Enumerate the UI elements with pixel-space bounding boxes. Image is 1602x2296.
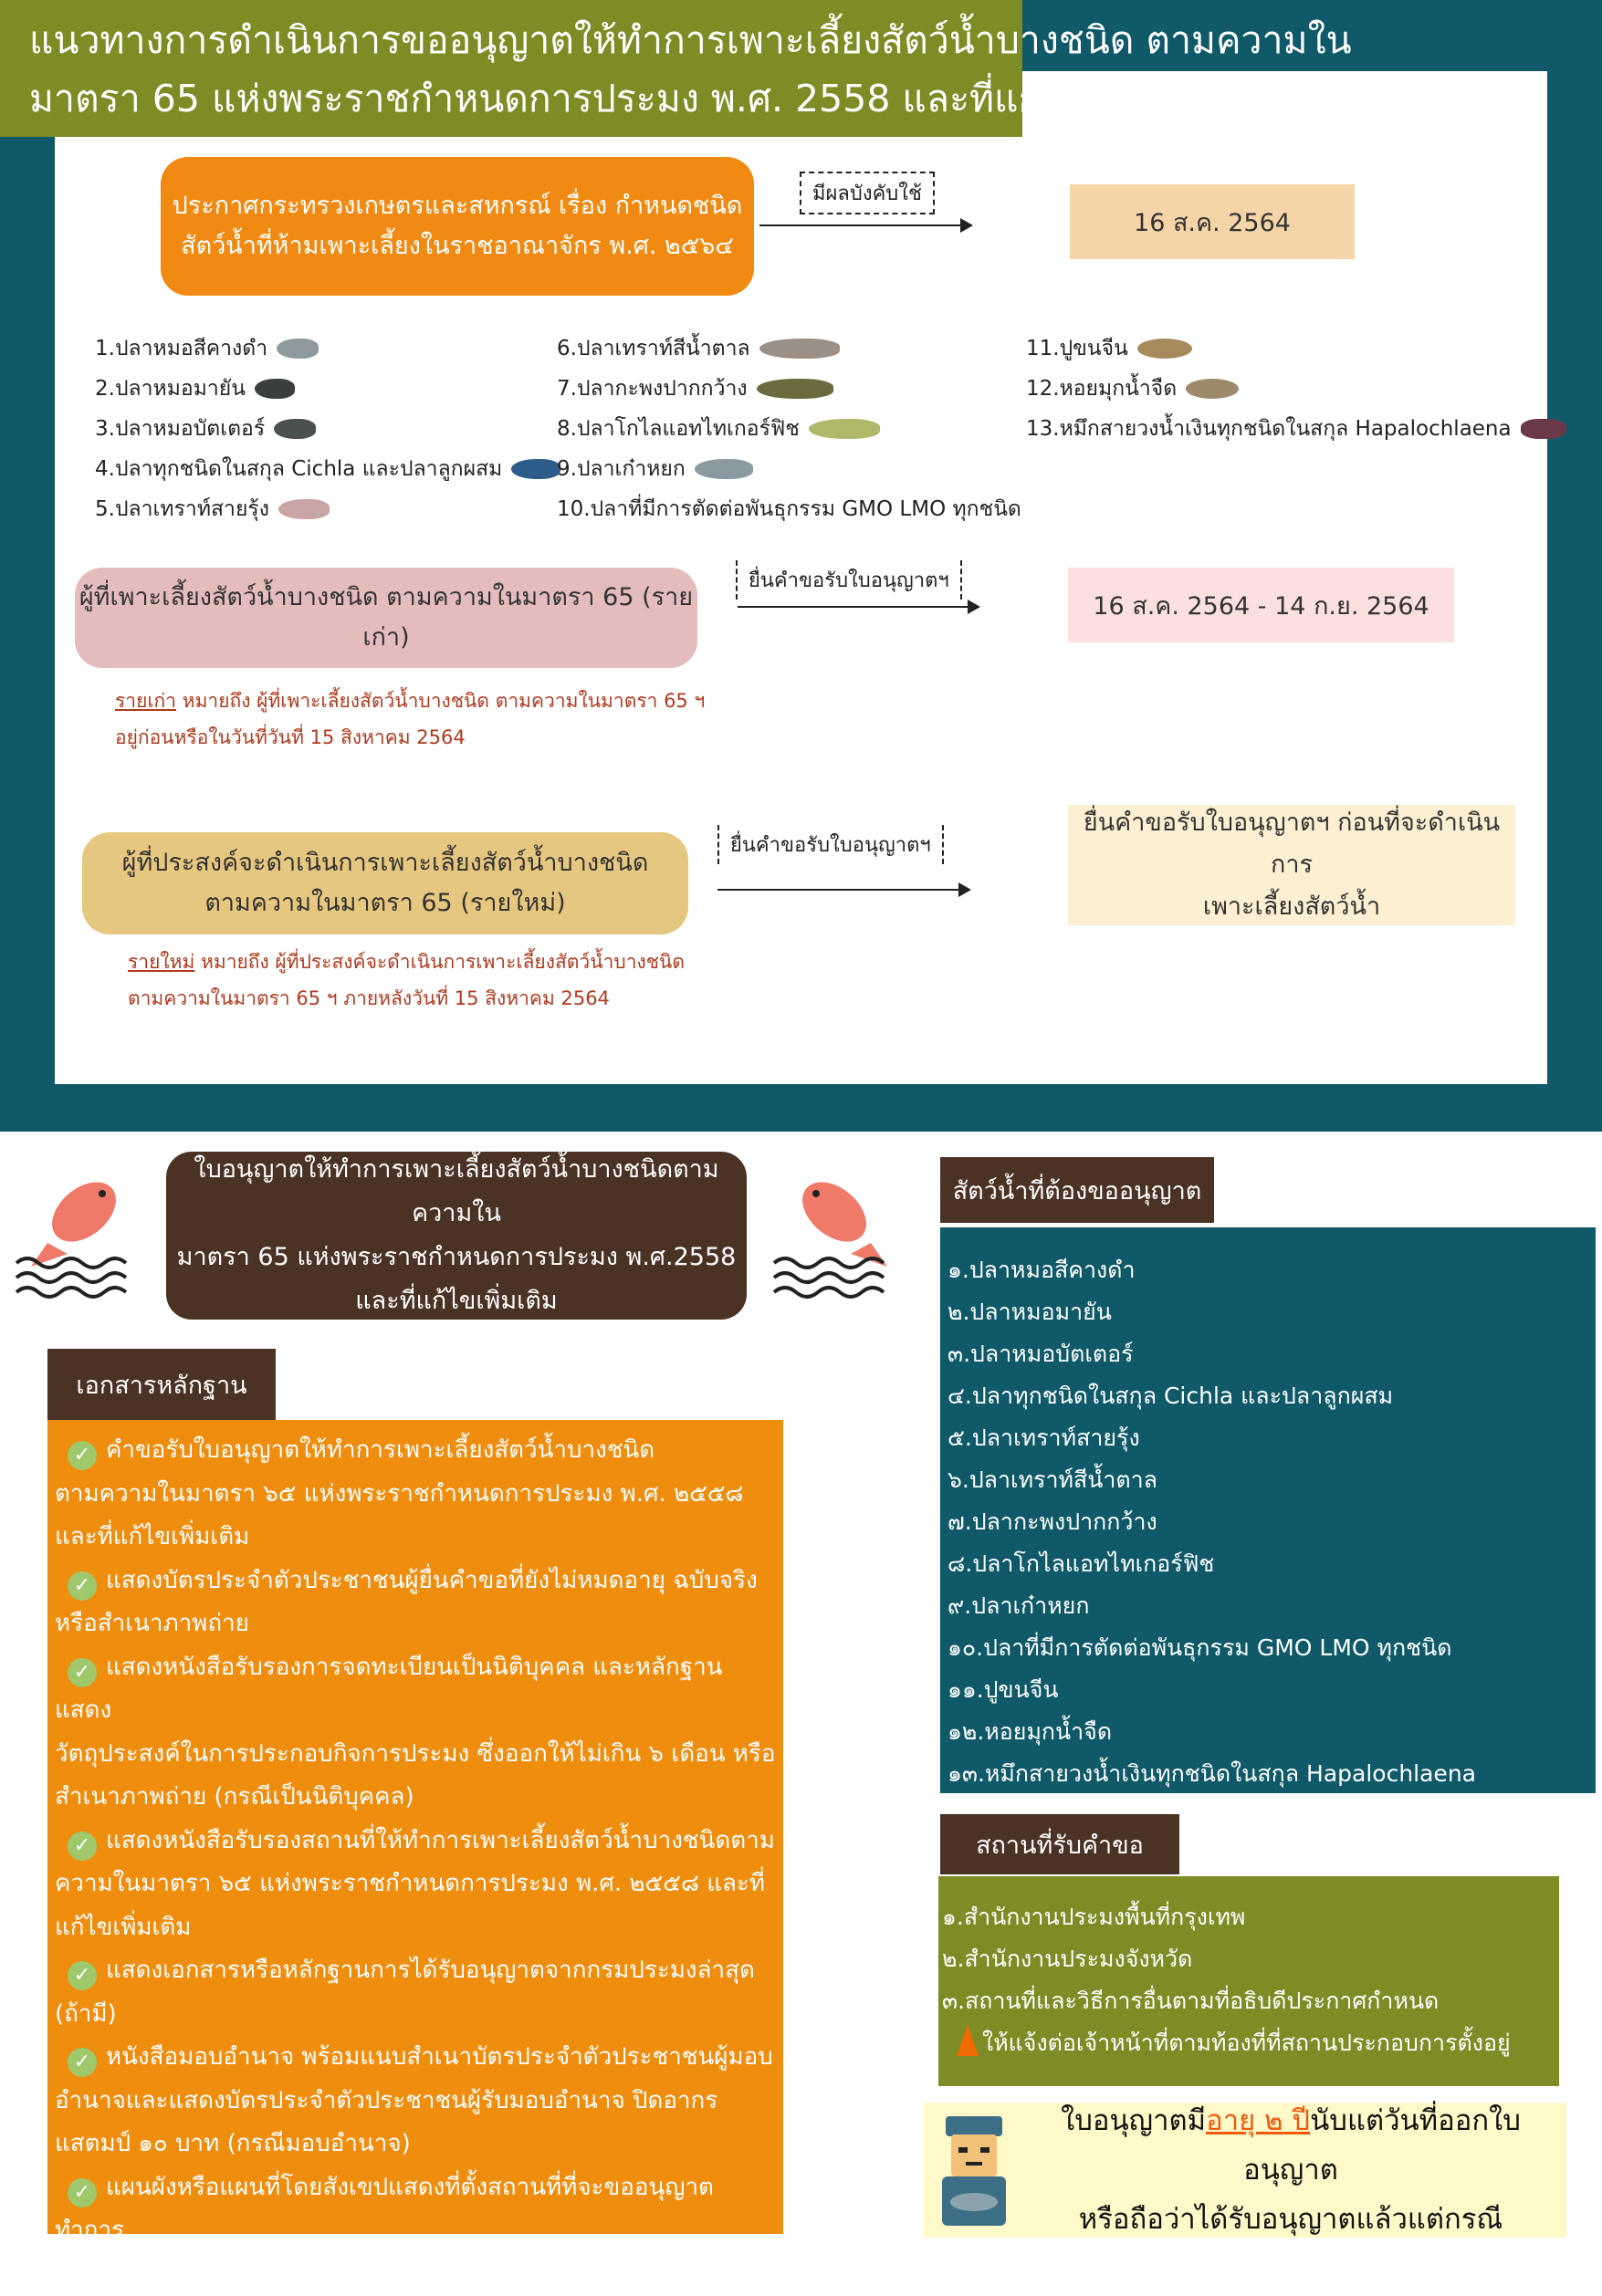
species-item: 11.ปูขนจีน bbox=[1026, 329, 1566, 369]
jumping-fish-icon-right bbox=[765, 1159, 911, 1296]
doc-item: ✓ คำขอรับใบอนุญาตให้ทำการเพาะเลี้ยงสัตว์น้ำบางชนิด ตามความในมาตรา ๖๕ แห่งพระราชกำหนดการประมง พ.ศ. ๒๕๕๘ และที่แก้ไขเพิ่มเติม bbox=[55, 1429, 776, 1560]
species-item: 4.ปลาทุกชนิดในสกุล Cichla และปลาลูกผสม bbox=[95, 449, 560, 489]
fish-icon bbox=[278, 499, 330, 519]
old-operator-pill bbox=[75, 568, 697, 668]
species-list-item: ๑๓.หมึกสายวงน้ำเงินทุกชนิดในสกุล Hapalochlaena bbox=[948, 1753, 1596, 1795]
warning-cone-icon bbox=[957, 2025, 979, 2056]
species-item: 5.ปลาเทราท์สายรุ้ง bbox=[95, 489, 560, 529]
species-item: 6.ปลาเทราท์สีน้ำตาล bbox=[557, 329, 1021, 369]
validity-highlight: อายุ ๒ ปี bbox=[1206, 2104, 1310, 2137]
place-panel bbox=[938, 1876, 1559, 2086]
species-panel bbox=[940, 1227, 1596, 1793]
place-item: ๒.สำนักงานประมงจังหวัด bbox=[942, 1938, 1559, 1980]
fish-icon bbox=[759, 339, 840, 359]
species-list-item: ๘.ปลาโกไลแอทไทเกอร์ฟิช bbox=[948, 1543, 1596, 1585]
arrow-old bbox=[738, 606, 979, 608]
fisherman-icon bbox=[933, 2111, 1015, 2229]
species-list-item: ๓.ปลาหมอบัตเตอร์ bbox=[948, 1333, 1596, 1375]
announcement-pill bbox=[161, 157, 754, 296]
announcement-line-2: สัตว์น้ำที่ห้ามเพาะเลี้ยงในราชอาณาจักร พ.ศ. ๒๕๖๔ bbox=[173, 226, 743, 266]
doc-item: ✓ แสดงบัตรประจำตัวประชาชนผู้ยื่นคำขอที่ยังไม่หมดอายุ ฉบับจริง หรือสำเนาภาพถ่าย bbox=[55, 1560, 776, 1646]
doc-item: ✓ แสดงเอกสารหรือหลักฐานการได้รับอนุญาตจากกรมประมงล่าสุด (ถ้ามี) bbox=[55, 1949, 776, 2036]
docs-heading: เอกสารหลักฐาน bbox=[47, 1349, 276, 1420]
validity-box bbox=[924, 2103, 1566, 2238]
new-operator-line-2: ตามความในมาตรา 65 (รายใหม่) bbox=[122, 883, 649, 924]
octopus-icon bbox=[1521, 419, 1566, 439]
old-period: 16 ส.ค. 2564 - 14 ก.ย. 2564 bbox=[1068, 568, 1454, 642]
species-item: 3.ปลาหมอบัตเตอร์ bbox=[95, 409, 560, 449]
place-item: ๑.สำนักงานประมงพื้นที่กรุงเทพ bbox=[942, 1896, 1559, 1938]
arrow-new bbox=[717, 889, 969, 891]
species-list-item: ๗.ปลากะพงปากกว้าง bbox=[948, 1501, 1596, 1543]
species-item: 1.ปลาหมอสีคางดำ bbox=[95, 329, 560, 369]
crab-icon bbox=[1137, 339, 1192, 359]
species-column-2 bbox=[557, 329, 1021, 529]
old-definition-note: รายเก่า หมายถึง ผู้ที่เพาะเลี้ยงสัตว์น้ำบางชนิด ตามความในมาตรา 65 ฯ อยู่ก่อนหรือในวันที่วันที่ 15 สิงหาคม 2564 bbox=[115, 683, 705, 756]
place-item: ๓.สถานที่และวิธีการอื่นตามที่อธิบดีประกาศกำหนด bbox=[942, 1980, 1559, 2022]
fish-icon bbox=[757, 379, 833, 399]
fish-icon bbox=[274, 419, 316, 439]
check-icon: ✓ bbox=[68, 1658, 97, 1687]
mussel-icon bbox=[1186, 379, 1239, 399]
species-list-item: ๑๒.หอยมุกน้ำจืด bbox=[948, 1711, 1596, 1753]
effective-label: มีผลบังคับใช้ bbox=[800, 172, 935, 214]
new-period: ยื่นคำขอรับใบอนุญาตฯ ก่อนที่จะดำเนินการ เพาะเลี้ยงสัตว์น้ำ bbox=[1068, 805, 1515, 925]
species-item: 8.ปลาโกไลแอทไทเกอร์ฟิช bbox=[557, 409, 1021, 449]
announcement-line-1: ประกาศกระทรวงเกษตรและสหกรณ์ เรื่อง กำหนดชนิด bbox=[173, 186, 743, 226]
check-icon: ✓ bbox=[68, 1832, 97, 1861]
fish-icon bbox=[695, 459, 753, 479]
new-note-term: รายใหม่ bbox=[128, 951, 194, 973]
species-column-1 bbox=[95, 329, 560, 529]
validity-text: ใบอนุญาตมีอายุ ๒ ปีนับแต่วันที่ออกใบอนุญาต หรือถือว่าได้รับอนุญาตแล้วแต่กรณี bbox=[1015, 2096, 1566, 2244]
old-note-term: รายเก่า bbox=[115, 690, 176, 712]
old-action-label: ยื่นคำขอรับใบอนุญาตฯ bbox=[736, 560, 962, 600]
species-item: 13.หมึกสายวงน้ำเงินทุกชนิดในสกุล Hapalochlaena bbox=[1026, 409, 1566, 449]
place-note: ให้แจ้งต่อเจ้าหน้าที่ตามท้องที่ที่สถานประกอบการตั้งอยู่ bbox=[942, 2022, 1559, 2064]
check-icon: ✓ bbox=[68, 1571, 97, 1601]
fish-icon bbox=[255, 379, 295, 399]
species-item: 12.หอยมุกน้ำจืด bbox=[1026, 369, 1566, 409]
new-operator-line-1: ผู้ที่ประสงค์จะดำเนินการเพาะเลี้ยงสัตว์น้ำบางชนิด bbox=[122, 843, 649, 883]
species-list-item: ๑๐.ปลาที่มีการตัดต่อพันธุกรรม GMO LMO ทุกชนิด bbox=[948, 1627, 1596, 1669]
species-list-item: ๔.ปลาทุกชนิดในสกุล Cichla และปลาลูกผสม bbox=[948, 1375, 1596, 1417]
license-title: ใบอนุญาตให้ทำการเพาะเลี้ยงสัตว์น้ำบางชนิดตามความใน มาตรา 65 แห่งพระราชกำหนดการประมง พ.ศ.2558 และที่แก้ไขเพิ่มเติม bbox=[166, 1152, 747, 1320]
species-list-item: ๙.ปลาเก๋าหยก bbox=[948, 1585, 1596, 1627]
species-list-item: ๑.ปลาหมอสีคางดำ bbox=[948, 1249, 1596, 1291]
check-icon: ✓ bbox=[68, 1441, 97, 1470]
species-list-item: ๑๑.ปูขนจีน bbox=[948, 1669, 1596, 1711]
check-icon: ✓ bbox=[68, 1961, 97, 1990]
page-title bbox=[0, 0, 1022, 137]
arrow-effective bbox=[759, 224, 971, 226]
check-icon: ✓ bbox=[68, 2178, 97, 2207]
species-heading: สัตว์น้ำที่ต้องขออนุญาต bbox=[940, 1157, 1214, 1223]
fish-icon bbox=[809, 419, 880, 439]
species-item: 9.ปลาเก๋าหยก bbox=[557, 449, 1021, 489]
new-action-label: ยื่นคำขอรับใบอนุญาตฯ bbox=[717, 825, 944, 864]
new-operator-pill bbox=[82, 832, 688, 934]
species-list-item: ๕.ปลาเทราท์สายรุ้ง bbox=[948, 1417, 1596, 1459]
place-heading: สถานที่รับคำขอ bbox=[940, 1814, 1179, 1874]
title-line-2: มาตรา 65 แห่งพระราชกำหนดการประมง พ.ศ. 2558 และที่แก้ไขเพิ่มเติม bbox=[29, 69, 1004, 128]
species-list-item: ๒.ปลาหมอมายัน bbox=[948, 1291, 1596, 1333]
new-definition-note: รายใหม่ หมายถึง ผู้ที่ประสงค์จะดำเนินการเพาะเลี้ยงสัตว์น้ำบางชนิด ตามความในมาตรา 65 ฯ ภายหลังวันที่ 15 สิงหาคม 2564 bbox=[128, 944, 685, 1017]
doc-item: ✓ หนังสือมอบอำนาจ พร้อมแนบสำเนาบัตรประจำตัวประชาชนผู้มอบ อำนาจและแสดงบัตรประจำตัวประชาชนผู้รับมอบอำนาจ ปิดอากร แสตมป์ ๑๐ บาท (กรณีมอบอำนาจ) bbox=[55, 2036, 776, 2166]
doc-item: ✓ แผนผังหรือแผนที่โดยสังเขปแสดงที่ตั้งสถานที่ที่จะขออนุญาตทำการ เพาะเลี้ยงสัตว์น้ำ bbox=[55, 2166, 776, 2296]
effective-date: 16 ส.ค. 2564 bbox=[1070, 184, 1355, 259]
old-operator-label: ผู้ที่เพาะเลี้ยงสัตว์น้ำบางชนิด ตามความในมาตรา 65 (รายเก่า) bbox=[75, 578, 697, 658]
docs-panel bbox=[47, 1420, 783, 2234]
doc-item: ✓ แสดงหนังสือรับรองสถานที่ให้ทำการเพาะเลี้ยงสัตว์น้ำบางชนิดตาม ความในมาตรา ๖๕ แห่งพระราชกำหนดการประมง พ.ศ. ๒๕๕๘ และที่ แก้ไขเพิ่มเติม bbox=[55, 1820, 776, 1950]
species-item: 2.ปลาหมอมายัน bbox=[95, 369, 560, 409]
species-column-3 bbox=[1026, 329, 1566, 449]
species-item: 7.ปลากะพงปากกว้าง bbox=[557, 369, 1021, 409]
fish-icon bbox=[511, 459, 560, 479]
fish-icon bbox=[277, 339, 319, 359]
check-icon: ✓ bbox=[68, 2048, 97, 2077]
species-item: 10.ปลาที่มีการตัดต่อพันธุกรรม GMO LMO ทุกชนิด bbox=[557, 489, 1021, 529]
doc-item: ✓ แสดงหนังสือรับรองการจดทะเบียนเป็นนิติบุคคล และหลักฐานแสดง วัตถุประสงค์ในการประกอบกิจการประมง ซึ่งออกให้ไม่เกิน ๖ เดือน หรือ สำเนาภาพถ่าย (กรณีเป็นนิติบุคคล) bbox=[55, 1646, 776, 1820]
jumping-fish-icon-left bbox=[7, 1159, 153, 1296]
species-list-item: ๖.ปลาเทราท์สีน้ำตาล bbox=[948, 1459, 1596, 1501]
title-line-1: แนวทางการดำเนินการขออนุญาตให้ทำการเพาะเลี้ยงสัตว์น้ำบางชนิด ตามความใน bbox=[29, 11, 1004, 69]
